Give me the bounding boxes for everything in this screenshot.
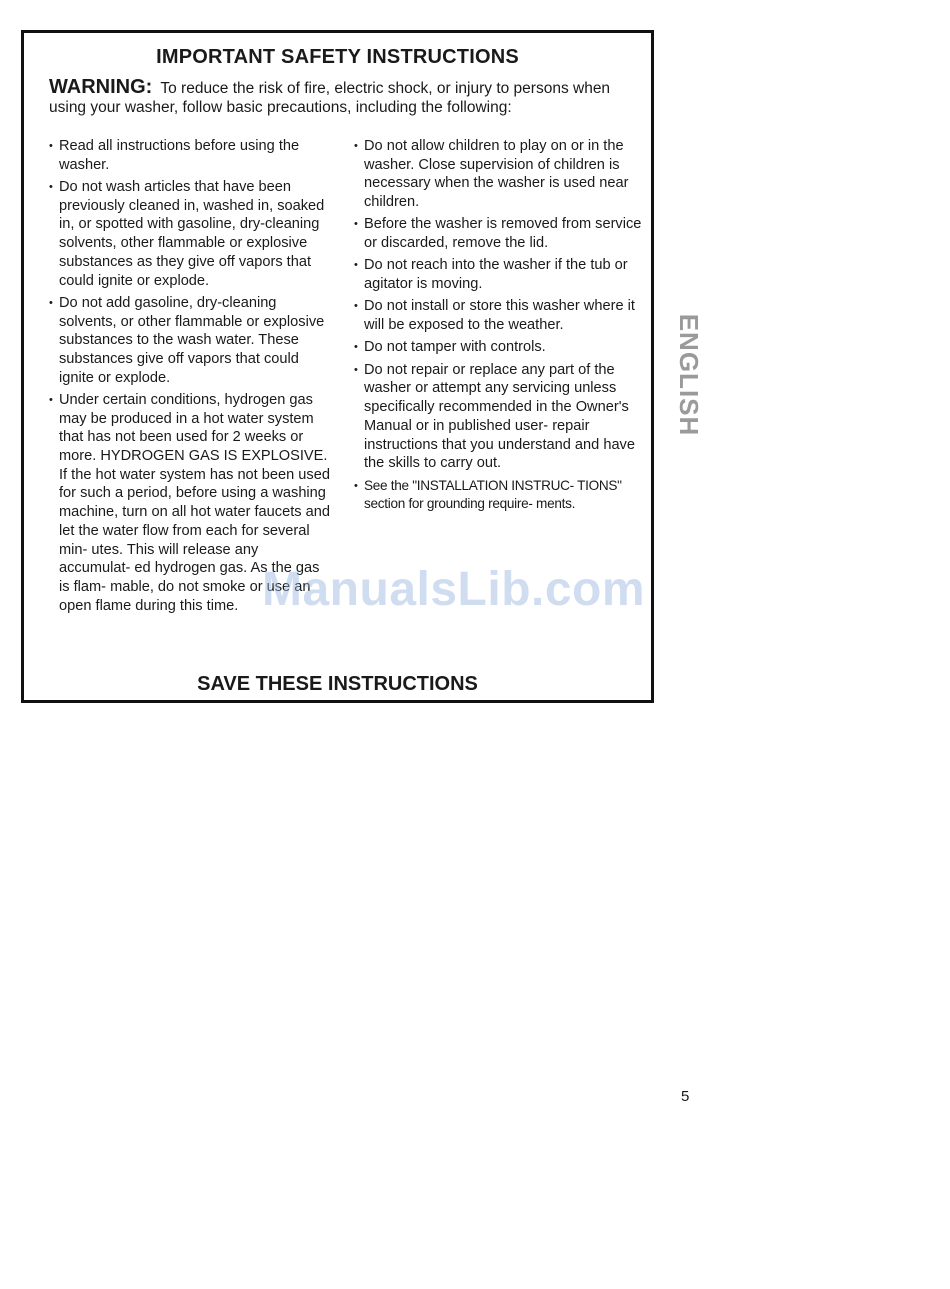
list-item: • Under certain conditions, hydrogen gas may be produced in a hot water system that has not been used for 2 weeks or more. HYDROGEN GAS IS EXPLOSIVE. If the hot water system has not been used for such a period, before using a washing machine, turn on all hot water faucets and let the water flow from each for several min- utes. This will release any accumulat- ed hydrogen gas. As the gas is flam- mable, do not smoke or use an open flame during this time. <box>48 391 330 615</box>
language-side-tab <box>674 295 705 455</box>
save-instructions-footer: SAVE THESE INSTRUCTIONS <box>197 673 478 695</box>
list-item: • Do not allow children to play on or in the washer. Close supervision of children is necessary when the washer is used near children. <box>353 137 645 212</box>
list-item: • See the "INSTALLATION INSTRUC- TIONS" section for grounding require- ments. <box>353 477 645 514</box>
right-column-list <box>353 137 645 518</box>
warning-text: To reduce the risk of fire, electric shock, or injury to persons when using your washer, follow basic precautions, including the following: <box>49 80 611 116</box>
warning-intro <box>49 78 631 117</box>
list-item: • Do not wash articles that have been previously cleaned in, washed in, soaked in, or spotted with gasoline, dry-cleaning solvents, other flammable or explosive substances as they give off vapors that could ignite or explode. <box>48 178 330 290</box>
list-item: • Do not add gasoline, dry-cleaning solvents, or other flammable or explosive substances to the wash water. These substances give off vapors that could ignite or explode. <box>48 294 330 388</box>
list-item: • Do not tamper with controls. <box>353 338 645 357</box>
warning-label: WARNING: <box>49 76 153 98</box>
page-number: 5 <box>681 1088 690 1105</box>
watermark: ManualsLib.com <box>262 563 646 616</box>
language-side-tab-graphic <box>674 295 705 455</box>
left-column-list <box>48 137 330 619</box>
side-tab-label: ENGLISH <box>674 313 705 437</box>
list-item: • Read all instructions before using the washer. <box>48 137 330 174</box>
list-item: • Do not repair or replace any part of the washer or attempt any servicing unless specifically recommended in the Owner's Manual or in published user- repair instructions that you understand and have the skills to carry out. <box>353 361 645 473</box>
list-item: • Do not install or store this washer where it will be exposed to the weather. <box>353 297 645 334</box>
list-item: • Do not reach into the washer if the tub or agitator is moving. <box>353 256 645 293</box>
page-title: IMPORTANT SAFETY INSTRUCTIONS <box>156 46 519 68</box>
list-item: • Before the washer is removed from service or discarded, remove the lid. <box>353 215 645 252</box>
